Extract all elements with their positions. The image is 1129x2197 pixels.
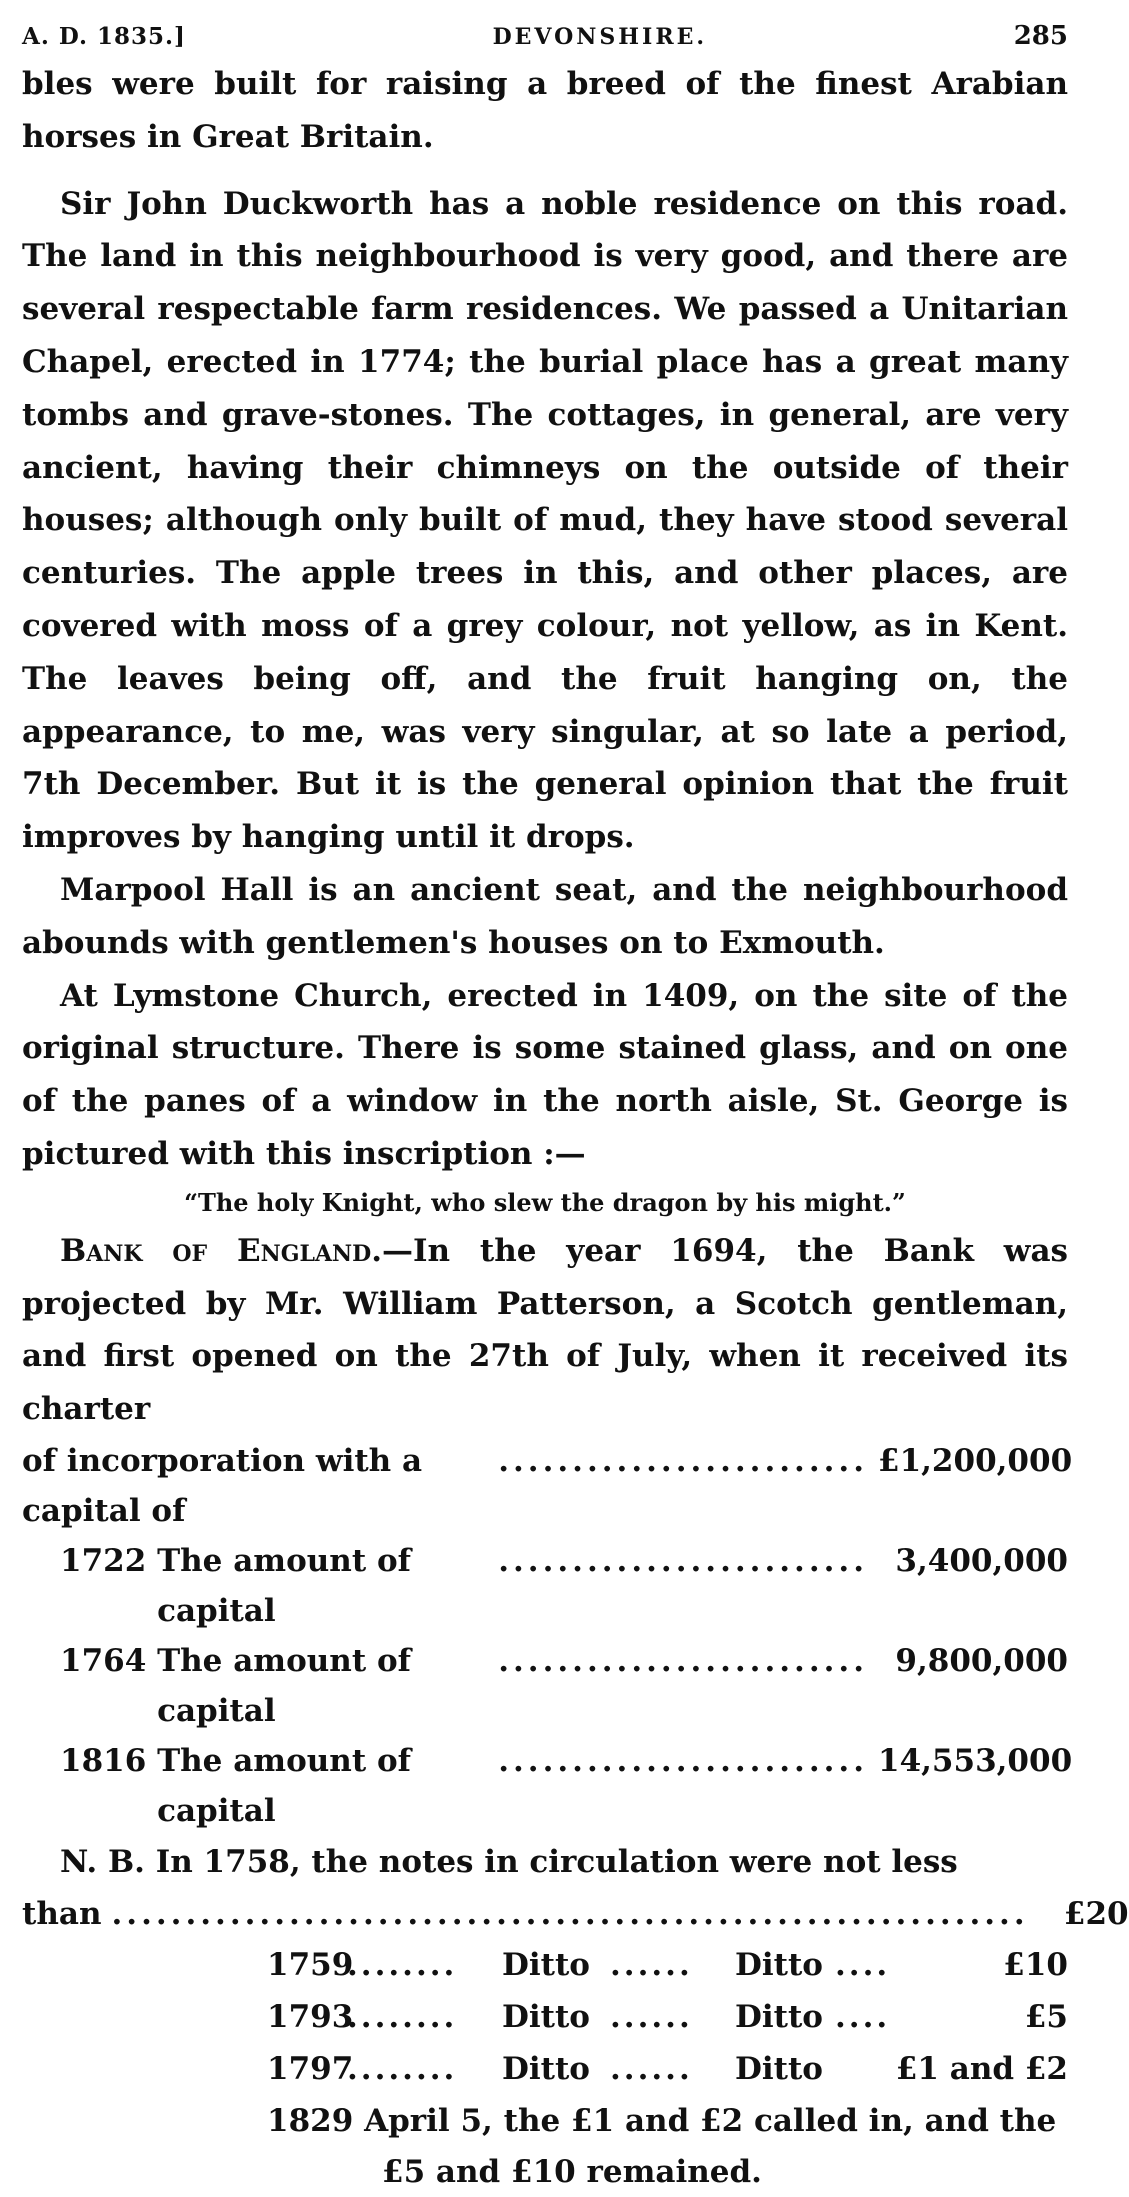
running-header: [22, 14, 1068, 58]
dot-leader: ....: [835, 1998, 891, 2035]
inscription-quote: “The holy Knight, who slew the dragon by his might.”: [184, 1187, 906, 1217]
capital-intro-amount: £1,200,000: [878, 1442, 1073, 1479]
header-title: DEVONSHIRE.: [492, 24, 708, 50]
page: [22, 14, 1129, 2197]
dot-leader: ......: [610, 2050, 693, 2087]
ditto-row: [22, 1939, 1068, 1991]
dot-leader: .........................: [498, 1542, 868, 1579]
bank-heading: Bank of England.: [60, 1232, 383, 1269]
ditto-word: Ditto: [735, 1946, 823, 1983]
paragraph-duckworth: Sir John Duckworth has a noble residence on this road. The land in this neighbourhood is very good, and there are several respectable farm residences. We passed a Unitarian Chapel, erected in 1774; the burial place has a great many tombs and grave-stones. The cottages, in general, are very ancient, having their chimneys on the outside of their houses; although only built of mud, they have stood several centuries. The apple trees in this, and other places, are covered with moss of a grey colour, not yellow, as in Kent. The leaves being off, and the fruit hanging on, the appearance, to me, was very singular, at so late a period, 7th December. But it is the general opinion that the fruit improves by hanging until it drops.: [22, 185, 1068, 856]
capital-row: [22, 1736, 1073, 1836]
dot-leader: ..............................................................: [111, 1895, 1029, 1932]
dot-leader: ......: [610, 1946, 693, 1983]
ditto-word: Ditto: [735, 2050, 823, 2087]
capital-year: 1816: [60, 1742, 147, 1779]
paragraph-bank: [22, 1225, 1068, 1436]
ditto-value: £10: [1003, 1946, 1068, 1983]
ditto-row: [22, 1991, 1068, 2043]
nb-paragraph: N. B. In 1758, the notes in circulation were not less: [60, 1843, 958, 1880]
capital-amount: 14,553,000: [878, 1742, 1073, 1779]
dot-leader: .........................: [498, 1442, 868, 1479]
capital-amount: 9,800,000: [895, 1642, 1068, 1679]
dot-leader: ........: [347, 2050, 458, 2087]
capital-label: The amount of capital: [157, 1742, 411, 1829]
bank-text: —In the year 1694, the Bank was projected by Mr. William Patterson, a Scotch gentleman, and first opened on the 27th of July, when it received its charter: [22, 1232, 1068, 1428]
nb-final-line-2: £5 and £10 remained.: [382, 2153, 762, 2190]
ditto-word: Ditto: [502, 2050, 590, 2087]
dot-leader: ....: [835, 1946, 891, 1983]
dot-leader: ......: [610, 1998, 693, 2035]
ditto-year: 1759: [267, 1946, 354, 1983]
nb-than-row: [22, 1889, 1129, 1939]
capital-label: The amount of capital: [157, 1642, 411, 1729]
nb-than-label: than: [22, 1895, 102, 1932]
dot-leader: ........: [347, 1998, 458, 2035]
ditto-row: [22, 2043, 1068, 2095]
ditto-year: 1793: [267, 1998, 354, 2035]
header-date: A. D. 1835.]: [22, 23, 186, 50]
dot-leader: ........: [347, 1946, 458, 1983]
capital-intro-label: of incorporation with a capital of: [22, 1442, 423, 1529]
ditto-year: 1797: [267, 2050, 354, 2087]
dot-leader: .........................: [498, 1742, 868, 1779]
capital-row: [22, 1536, 1068, 1636]
capital-row: [22, 1636, 1068, 1736]
capital-label: The amount of capital: [157, 1542, 411, 1629]
capital-intro-row: [22, 1436, 1073, 1536]
ditto-value: £5: [1024, 1998, 1068, 2035]
nb-final-line-1: 1829 April 5, the £1 and £2 called in, and the: [267, 2102, 1057, 2139]
paragraph-lymstone: At Lymstone Church, erected in 1409, on the site of the original structure. There is some stained glass, and on one of the panes of a window in the north aisle, St. George is pictured with this inscription :—: [22, 977, 1068, 1172]
capital-year: 1722: [60, 1542, 147, 1579]
capital-amount: 3,400,000: [895, 1542, 1068, 1579]
dot-leader: .........................: [498, 1642, 868, 1679]
ditto-value: £1 and £2: [895, 2050, 1068, 2087]
page-number: 285: [1013, 21, 1068, 51]
ditto-word: Ditto: [735, 1998, 823, 2035]
ditto-word: Ditto: [502, 1998, 590, 2035]
ditto-word: Ditto: [502, 1946, 590, 1983]
paragraph-continuation: bles were built for raising a breed of the finest Arabian horses in Great Britain.: [22, 66, 1068, 155]
capital-year: 1764: [60, 1642, 147, 1679]
paragraph-marpool: Marpool Hall is an ancient seat, and the neighbourhood abounds with gentlemen's houses on to Exmouth.: [22, 871, 1068, 961]
nb-than-amount: £20: [1063, 1895, 1129, 1932]
